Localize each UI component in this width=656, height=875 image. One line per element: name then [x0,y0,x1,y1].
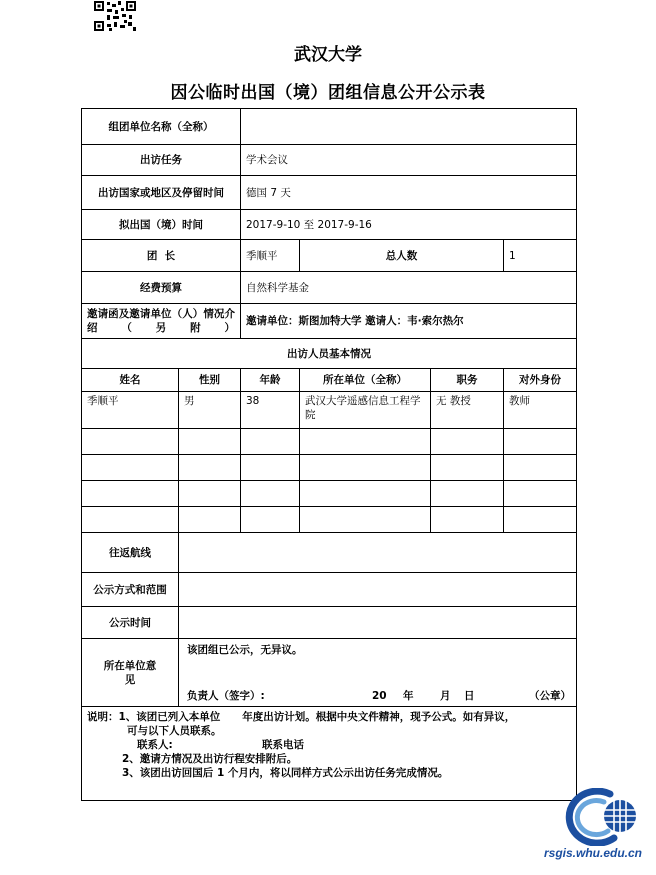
col-header-position: 职务 [431,369,504,392]
contact-line [87,738,571,752]
member-age: 38 [241,392,300,429]
notes-block [82,707,577,801]
unit-opinion-text: 该团组已公示，无异议。 [187,644,303,656]
unit-opinion-label: 所在单位意见 [82,639,179,707]
task-value: 学术会议 [241,145,577,176]
qr-code-icon [93,0,137,32]
note-line-2: 2、邀请方情况及出访行程安排附后。 [122,753,298,765]
note-line-1: 说明：1、该团已列入本单位 年度出访计划。根据中央文件精神，现予公式。如有异议， [87,711,516,723]
table-row [82,481,577,507]
date-month-unit: 月 [440,690,451,702]
date-year-unit: 年 [403,690,414,702]
country-label: 出访国家或地区及停留时间 [82,176,241,210]
method-value [179,573,577,607]
time-label: 公示时间 [82,607,179,639]
date-day-unit: 日 [464,690,475,702]
invite-label: 邀请函及邀请单位（人）情况介绍（另附） [82,304,241,339]
footer-logo-text: rsgis.whu.edu.cn [543,846,642,860]
col-header-age: 年龄 [241,369,300,392]
table-row [82,507,577,533]
budget-value: 自然科学基金 [241,272,577,304]
members-section-title: 出访人员基本情况 [82,339,577,369]
note-line-3: 3、该团出访回国后 1 个月内，将以同样方式公示出访任务完成情况。 [122,767,449,779]
leader-value: 季顺平 [241,240,300,272]
members-header-row [82,369,577,392]
invite-value: 邀请单位：斯图加特大学 邀请人：韦·索尔热尔 [241,304,577,339]
member-position: 无 教授 [431,392,504,429]
col-header-identity: 对外身份 [504,369,577,392]
col-header-gender: 性别 [179,369,241,392]
contact-person-label: 联系人: [137,739,173,751]
total-value: 1 [504,240,577,272]
note-line-1b: 可与以下人员联系。 [127,725,222,737]
unit-opinion-cell [179,639,577,707]
table-row [82,455,577,481]
date-label: 拟出国（境）时间 [82,210,241,240]
route-label: 往返航线 [82,533,179,573]
group-unit-label: 组团单位名称（全称） [82,109,241,145]
contact-phone-label: 联系电话 [262,739,305,751]
total-label: 总人数 [300,240,504,272]
signature-label: 负责人（签字）: [187,690,265,702]
method-label: 公示方式和范围 [82,573,179,607]
route-value [179,533,577,573]
page-title: 因公临时出国（境）团组信息公开公示表 [170,83,486,103]
date-year: 20 [372,690,387,702]
member-identity: 教师 [504,392,577,429]
group-unit-value [241,109,577,145]
date-value: 2017-9-10 至 2017-9-16 [241,210,577,240]
member-gender: 男 [179,392,241,429]
seal-label: （公章） [529,690,571,702]
col-header-name: 姓名 [82,369,179,392]
task-label: 出访任务 [82,145,241,176]
rsgis-logo-icon [552,788,642,846]
leader-label: 团 长 [82,240,241,272]
table-row [82,392,577,429]
info-form-table [81,108,577,801]
university-name: 武汉大学 [294,45,362,65]
member-unit: 武汉大学遥感信息工程学院 [300,392,431,429]
time-value [179,607,577,639]
country-value: 德国 7 天 [241,176,577,210]
member-name: 季顺平 [82,392,179,429]
budget-label: 经费预算 [82,272,241,304]
table-row [82,429,577,455]
col-header-unit: 所在单位（全称） [300,369,431,392]
